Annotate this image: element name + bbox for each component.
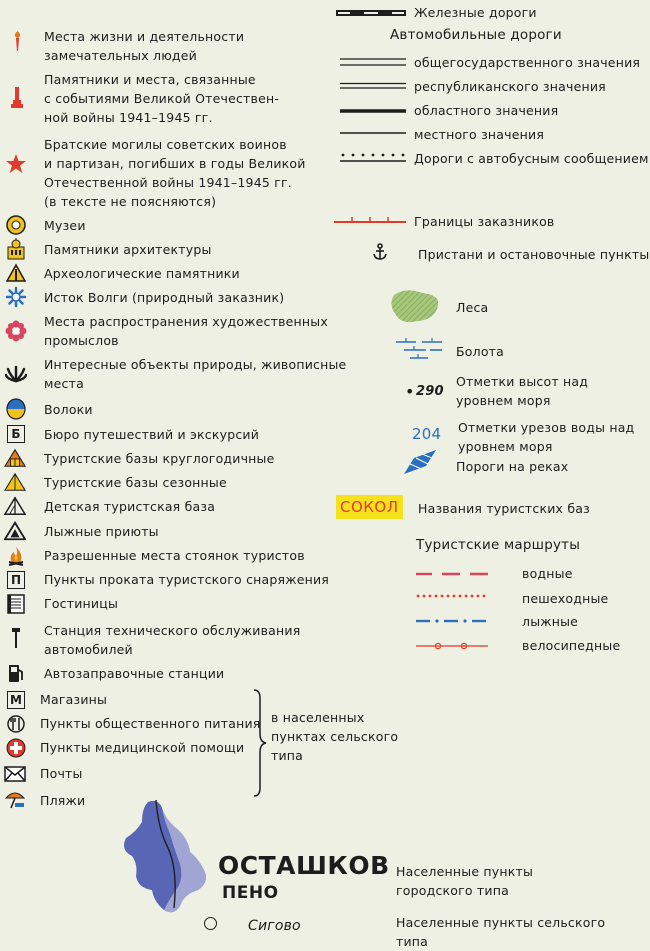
legend-nature: Интересные объекты природы, живописные места xyxy=(44,357,347,391)
roads-title: Автомобильные дороги xyxy=(390,27,562,43)
routes-title: Туристские маршруты xyxy=(416,537,581,553)
legend-rural: Населенные пункты сельского типа xyxy=(396,915,606,949)
legend-route-water: водные xyxy=(522,566,573,581)
brace-line xyxy=(250,688,268,798)
travel-bureau-icon: Б xyxy=(5,423,27,445)
envelope-icon xyxy=(4,763,26,785)
base-name-sample: СОКОЛ xyxy=(336,495,403,519)
village-label: Сигово xyxy=(248,918,301,934)
legend-travel-bureau: Бюро путешествий и экскурсий xyxy=(44,427,260,442)
legend-beaches: Пляжи xyxy=(40,793,86,808)
legend-architecture: Памятники архитектуры xyxy=(44,242,212,257)
legend-road-republic: республиканского значения xyxy=(414,79,606,94)
legend-medical: Пункты медицинской помощи xyxy=(40,740,245,755)
legend-rental: Пункты проката туристского снаряжения xyxy=(44,572,329,587)
legend-war-monuments: Памятники и места, связанные с событиями Великой Отечествен- ной войны 1941–1945 гг. xyxy=(44,72,280,125)
road-bus-line xyxy=(340,152,406,164)
kids-base-icon xyxy=(4,495,26,517)
legend-portages: Волоки xyxy=(44,402,93,417)
legend-kids-base: Детская туристская база xyxy=(44,499,216,514)
city-small-label: ПЕНО xyxy=(222,883,279,903)
portage-icon xyxy=(5,398,27,420)
legend-water-marks: Отметки урезов воды над уровнем моря xyxy=(458,420,635,454)
architecture-icon xyxy=(5,238,27,260)
yearround-base-icon xyxy=(4,447,26,469)
museum-icon xyxy=(5,214,27,236)
road-republic-line xyxy=(340,82,406,90)
legend-archaeology: Археологические памятники xyxy=(44,266,240,281)
swamp-swatch xyxy=(396,338,446,364)
railway-line xyxy=(336,8,406,18)
route-walk-line xyxy=(416,593,488,599)
legend-route-ski: лыжные xyxy=(522,614,579,629)
gas-station-icon xyxy=(5,662,27,684)
legend-forests: Леса xyxy=(456,300,489,315)
legend-shops: Магазины xyxy=(40,692,108,707)
anchor-icon xyxy=(372,243,388,261)
legend-war-graves: Братские могилы советских воинов и партизан, погибших в годы Великой Отечественной войны 1941–1945 гг. (в тексте не поясняются) xyxy=(44,137,306,209)
torch-icon xyxy=(6,30,28,52)
road-state-line xyxy=(340,57,406,67)
water-value: 204 xyxy=(412,425,442,443)
crafts-icon xyxy=(5,320,27,342)
nature-icon xyxy=(5,362,27,384)
ski-shelter-icon xyxy=(4,520,26,542)
forest-swatch xyxy=(388,289,442,325)
legend-service-station: Станция технического обслуживания автомобилей xyxy=(44,623,301,657)
catering-icon xyxy=(5,713,27,735)
legend-road-regional: областного значения xyxy=(414,103,559,118)
legend-yearround-bases: Туристские базы круглогодичные xyxy=(44,451,275,466)
legend-route-walk: пешеходные xyxy=(522,591,609,606)
legend-gas-stations: Автозаправочные станции xyxy=(44,666,225,681)
legend-road-bus: Дороги с автобусным сообщением xyxy=(414,151,649,166)
legend-ski-shelters: Лыжные приюты xyxy=(44,524,159,539)
shop-icon: М xyxy=(5,689,27,711)
legend-road-local: местного значения xyxy=(414,127,545,142)
legend-hotels: Гостиницы xyxy=(44,596,119,611)
legend-railways: Железные дороги xyxy=(414,5,537,20)
seasonal-base-icon xyxy=(4,471,26,493)
height-value: 290 xyxy=(416,384,444,399)
hotel-icon xyxy=(5,593,27,615)
legend-reserve-borders: Границы заказников xyxy=(414,214,555,229)
legend-campsites: Разрешенные места стоянок туристов xyxy=(44,548,305,563)
legend-rapids: Пороги на реках xyxy=(456,459,569,474)
legend-seasonal-bases: Туристские базы сезонные xyxy=(44,475,227,490)
beach-icon xyxy=(4,788,26,810)
legend-road-state: общегосударственного значения xyxy=(414,55,641,70)
legend-piers: Пристани и остановочные пункты xyxy=(418,247,650,262)
road-local-line xyxy=(340,131,406,135)
archaeology-icon xyxy=(5,262,27,284)
legend-catering: Пункты общественного питания xyxy=(40,716,261,731)
rental-icon: П xyxy=(5,569,27,591)
volga-source-icon xyxy=(5,286,27,308)
legend-heights: Отметки высот над уровнем моря xyxy=(456,374,589,408)
legend-route-bike: велосипедные xyxy=(522,638,621,653)
route-ski-line xyxy=(416,618,488,624)
rapids-swatch xyxy=(402,448,438,476)
monument-icon xyxy=(6,86,28,108)
legend-crafts: Места распространения художественных промыслов xyxy=(44,314,328,348)
height-dot: • xyxy=(405,382,415,401)
wrench-icon xyxy=(5,627,27,649)
village-circle-icon xyxy=(204,917,217,930)
legend-notable-people: Места жизни и деятельности замечательных людей xyxy=(44,29,245,63)
legend-base-names: Названия туристских баз xyxy=(418,501,590,516)
city-big-label: ОСТАШКОВ xyxy=(218,851,390,880)
rural-note: в населенных пунктах сельского типа xyxy=(271,710,399,763)
road-regional-line xyxy=(340,108,406,114)
route-bike-line xyxy=(416,642,488,650)
legend-urban: Населенные пункты городского типа xyxy=(396,864,534,898)
legend-museums: Музеи xyxy=(44,218,86,233)
campfire-icon xyxy=(5,545,27,567)
reserve-border-line xyxy=(334,214,406,228)
legend-swamps: Болота xyxy=(456,344,505,359)
medical-icon xyxy=(5,737,27,759)
star-icon xyxy=(5,153,27,175)
legend-post: Почты xyxy=(40,766,83,781)
legend-volga-source: Исток Волги (природный заказник) xyxy=(44,290,285,305)
route-water-line xyxy=(416,571,488,577)
urban-area-shape xyxy=(118,798,216,918)
